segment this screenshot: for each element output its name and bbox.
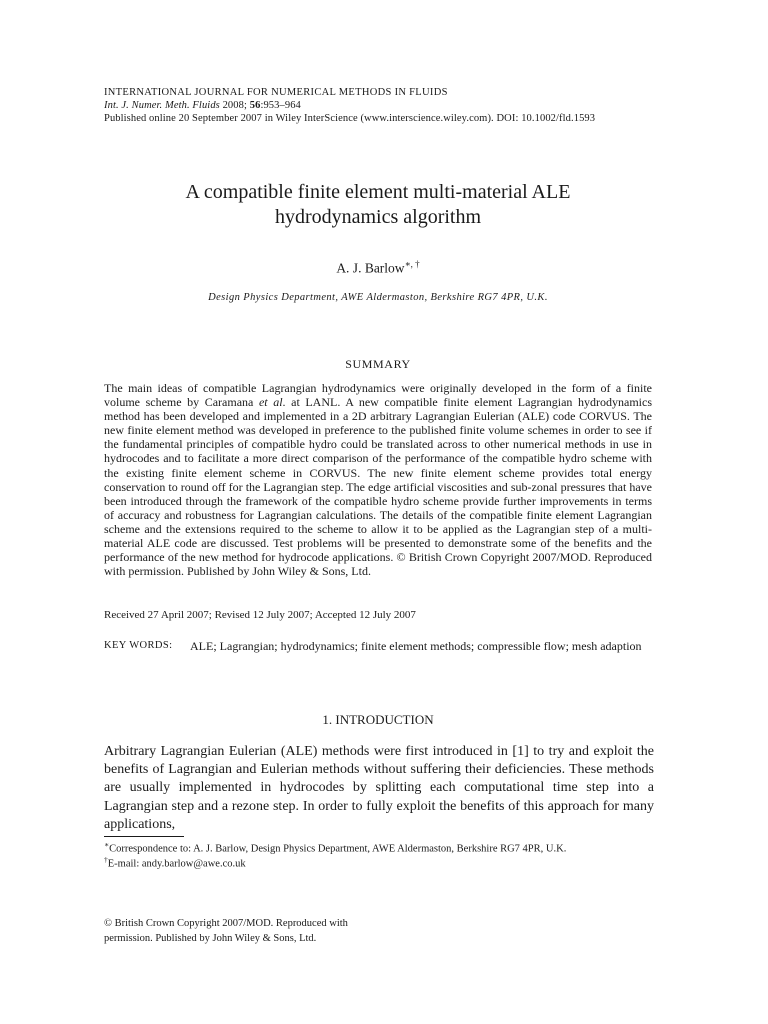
footnote-rule — [104, 836, 184, 837]
abstract-part-1: The main ideas of compatible Lagrangian hydrodynamics were originally developed in the form of a finite volume scheme by Caramana — [104, 381, 652, 410]
article-title — [104, 180, 652, 230]
footnote-mark-star: ∗ — [104, 840, 110, 849]
citation-abbrev: Int. J. Numer. Meth. Fluids — [104, 100, 220, 111]
title-line-1: A compatible finite element multi-material ALE — [185, 181, 571, 203]
intro-part-2: to try and exploit the benefits of Lagrangian and Eulerian methods without suffering their deficiencies. These methods are usually implemented in hydrocodes by splitting each computational time step into a Lagrangian step and a rezone step. In order to fully exploit the benefits of this approach for many applications, — [104, 744, 654, 832]
copyright-notice — [104, 917, 404, 946]
journal-header — [104, 86, 595, 125]
introduction-heading: 1. INTRODUCTION — [322, 712, 434, 727]
footnote-email — [104, 853, 246, 871]
correspondence-text: Correspondence to: A. J. Barlow, Design Physics Department, AWE Aldermaston, Berkshire RG7 4PR, U.K. — [109, 843, 567, 855]
introduction-paragraph — [104, 743, 654, 834]
email-text: E-mail: andy.barlow@awe.co.uk — [107, 858, 246, 870]
citation-year: 2008; — [219, 100, 250, 111]
journal-citation — [104, 99, 595, 112]
summary-heading: SUMMARY — [345, 357, 411, 371]
intro-part-1: Arbitrary Lagrangian Eulerian (ALE) methods were first introduced in — [104, 744, 513, 759]
affiliation: Design Physics Department, AWE Aldermaston, Berkshire RG7 4PR, U.K. — [208, 292, 548, 303]
journal-name: INTERNATIONAL JOURNAL FOR NUMERICAL METHODS IN FLUIDS — [104, 87, 448, 98]
keywords-label: KEY WORDS: — [104, 640, 173, 651]
footnote-mark-dagger: † — [104, 855, 108, 864]
abstract-et-al: et al — [258, 395, 283, 410]
keywords-text: ALE; Lagrangian; hydrodynamics; finite element methods; compressible flow; mesh adaption — [190, 639, 642, 653]
published-line: Published online 20 September 2007 in Wiley InterScience (www.interscience.wiley.com). DOI: 10.1002/fld.1593 — [104, 113, 596, 124]
copyright-line-1: © British Crown Copyright 2007/MOD. Reproduced with — [104, 918, 348, 929]
title-line-2: hydrodynamics algorithm — [274, 206, 482, 228]
citation-pages: :953–964 — [260, 100, 301, 111]
citation-volume: 56 — [249, 100, 261, 111]
abstract-part-2: . at LANL. A new compatible finite element Lagrangian hydrodynamics method has been developed and implemented in a 2D arbitrary Lagrangian Eulerian (ALE) code CORVUS. The new finite element method was developed in preference to the published finite volume schemes in order to see if the fundamental principles of compatible hydro could be translated across to other numerical methods in use in hydrocodes and to facilitate a more direct comparison of the performance of the compatible hydro scheme with the existing finite element scheme in CORVUS. The new finite element scheme provides total energy conservation to round off for the Lagrangian step. The edge artificial viscosities and sub-zonal pressures that have been introduced through the framework of the compatible hydro scheme provide further improvements in terms of accuracy and robustness for Lagrangian calculations. The details of the compatible finite element Lagrangian scheme and the extensions required to the scheme to allow it to be applied as the Lagrangian step of a multi-material ALE code are discussed. Test problems will be presented to demonstrate some of the benefits and the performance of the new method for hydrocode applications. © British Crown Copyright 2007/MOD. Reproduced with permission. Published by John Wiley & Sons, Ltd. — [104, 395, 652, 579]
copyright-line-2: permission. Published by John Wiley & Sons, Ltd. — [104, 932, 317, 944]
received-dates: Received 27 April 2007; Revised 12 July 2007; Accepted 12 July 2007 — [104, 609, 416, 621]
author — [104, 259, 652, 277]
abstract — [104, 381, 652, 578]
intro-reference[interactable]: [1] — [512, 744, 529, 759]
author-marks: ∗, † — [404, 259, 420, 269]
keywords — [104, 639, 652, 653]
author-name: A. J. Barlow — [336, 260, 405, 276]
